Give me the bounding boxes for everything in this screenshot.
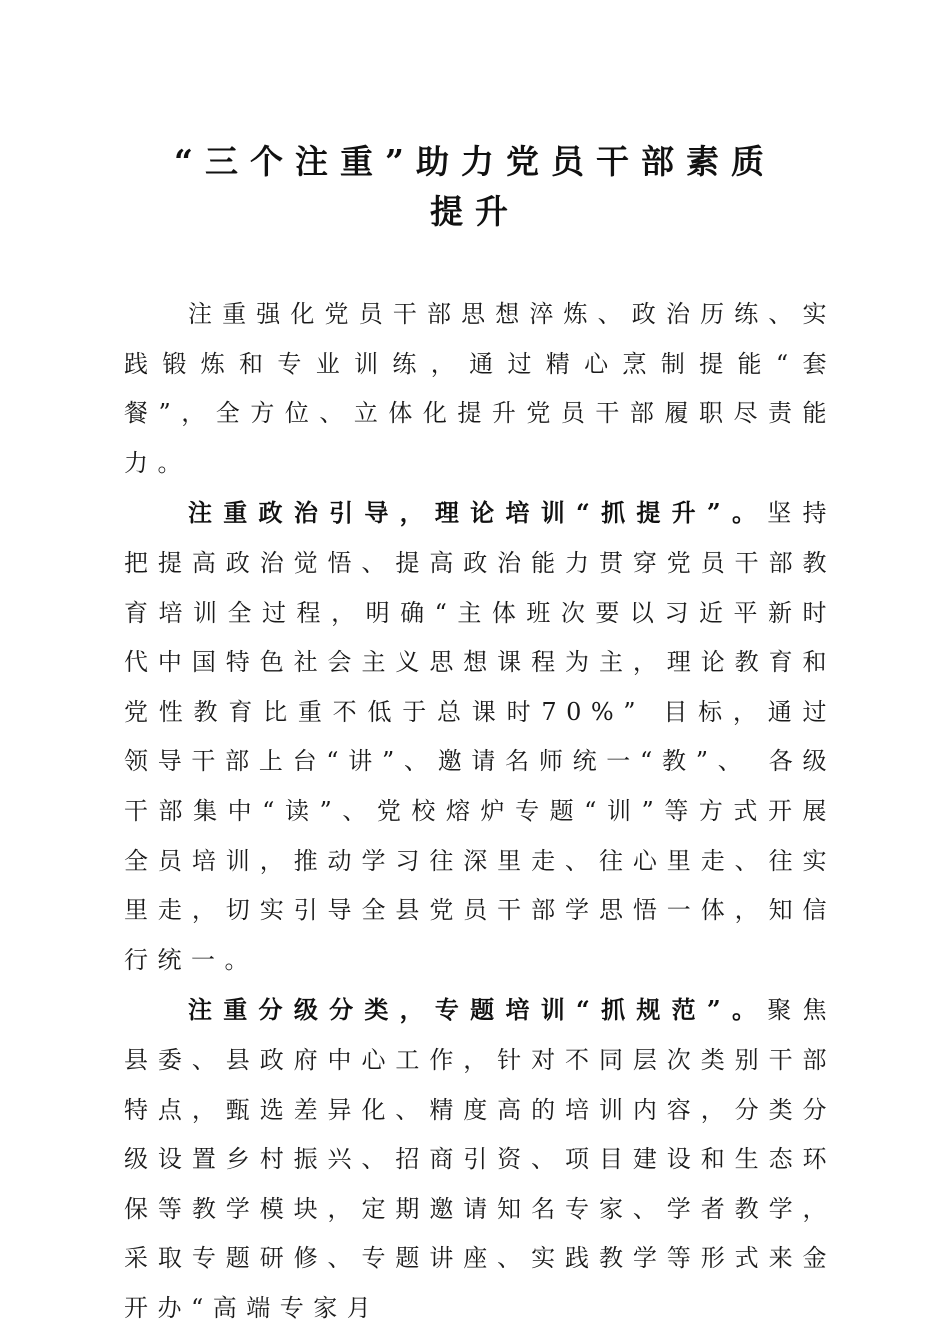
section-text: 坚持把提高政治觉悟、提高政治能力贯穿党员干部教育培训全过程，明确“主体班次要以习近平新时代中国特色社会主义思想课程为主，理论教育和党性教育比重不低于总课时70%” 目标，通过领导干部上台“讲”、邀请名师统一“教”、 各级干部集中“读”、党校熔炉专题“训”等方式开展全员培训，推动学习往深里走、往心里走、往实里走，切实引导全县党员干部学思悟一体，知信行统一。	[124, 499, 837, 974]
section-heading: 注重分级分类，专题培训“抓规范”。	[188, 995, 768, 1025]
document-title-line-2: 提升	[430, 192, 520, 231]
section-text: 聚焦县委、县政府中心工作，针对不同层次类别干部特点，甄选差异化、精度高的培训内容，分类分级设置乡村振兴、招商引资、项目建设和生态环保等教学模块，定期邀请知名专家、学者教学，采取专题研修、专题讲座、实践教学等形式来金开办“高端专家月	[124, 996, 837, 1322]
document-body	[124, 290, 836, 1333]
section-tiered-training	[124, 985, 836, 1333]
intro-paragraph: 注重强化党员干部思想淬炼、政治历练、实践锻炼和专业训练，通过精心烹制提能“套餐”，全方位、立体化提升党员干部履职尽责能力。	[124, 300, 836, 477]
section-political-guidance	[124, 488, 836, 985]
section-heading: 注重政治引导，理论培训“抓提升”。	[188, 498, 768, 528]
document-title-line-1: “三个注重”助力党员干部素质	[174, 142, 776, 181]
